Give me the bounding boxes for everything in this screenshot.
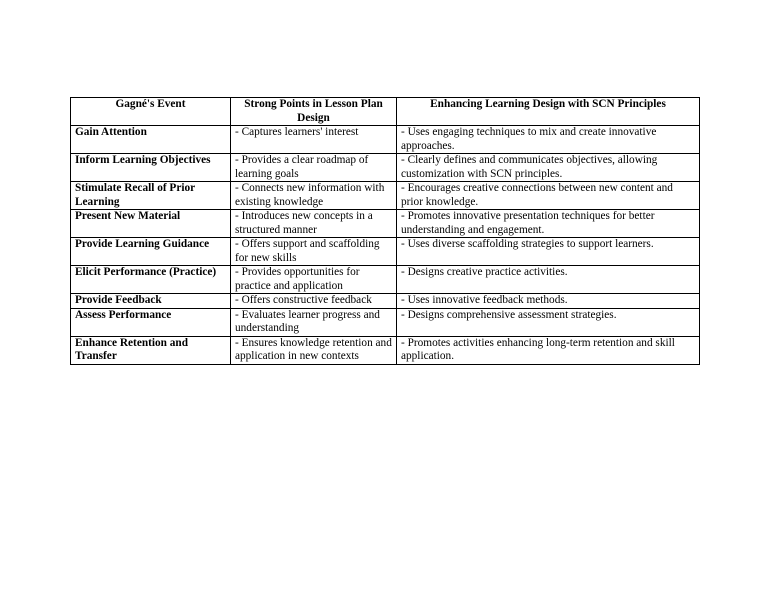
strong-points-cell: - Ensures knowledge retention and application in new contexts — [231, 336, 397, 364]
table-row — [71, 210, 700, 238]
scn-principles-cell: - Designs creative practice activities. — [397, 266, 700, 294]
strong-points-cell: - Introduces new concepts in a structured manner — [231, 210, 397, 238]
event-cell: Present New Material — [71, 210, 231, 238]
event-cell: Inform Learning Objectives — [71, 154, 231, 182]
event-cell: Provide Learning Guidance — [71, 238, 231, 266]
table-row — [71, 266, 700, 294]
scn-principles-cell: - Clearly defines and communicates objectives, allowing customization with SCN principles. — [397, 154, 700, 182]
table-row — [71, 238, 700, 266]
strong-points-cell: - Provides a clear roadmap of learning goals — [231, 154, 397, 182]
table-row — [71, 154, 700, 182]
scn-principles-cell: - Designs comprehensive assessment strategies. — [397, 308, 700, 336]
table-row — [71, 182, 700, 210]
event-cell: Enhance Retention and Transfer — [71, 336, 231, 364]
table-row — [71, 294, 700, 309]
scn-principles-cell: - Uses diverse scaffolding strategies to support learners. — [397, 238, 700, 266]
scn-principles-cell: - Promotes activities enhancing long-term retention and skill application. — [397, 336, 700, 364]
scn-principles-cell: - Uses engaging techniques to mix and create innovative approaches. — [397, 126, 700, 154]
table-row — [71, 336, 700, 364]
strong-points-cell: - Offers support and scaffolding for new skills — [231, 238, 397, 266]
event-cell: Assess Performance — [71, 308, 231, 336]
header-strong-points: Strong Points in Lesson Plan Design — [231, 98, 397, 126]
table-header-row — [71, 98, 700, 126]
strong-points-cell: - Provides opportunities for practice and application — [231, 266, 397, 294]
strong-points-cell: - Evaluates learner progress and understanding — [231, 308, 397, 336]
scn-principles-cell: - Uses innovative feedback methods. — [397, 294, 700, 309]
event-cell: Stimulate Recall of Prior Learning — [71, 182, 231, 210]
scn-principles-cell: - Promotes innovative presentation techniques for better understanding and engagement. — [397, 210, 700, 238]
table-row — [71, 308, 700, 336]
strong-points-cell: - Offers constructive feedback — [231, 294, 397, 309]
scn-principles-cell: - Encourages creative connections between new content and prior knowledge. — [397, 182, 700, 210]
strong-points-cell: - Connects new information with existing knowledge — [231, 182, 397, 210]
strong-points-cell: - Captures learners' interest — [231, 126, 397, 154]
table-row — [71, 126, 700, 154]
event-cell: Gain Attention — [71, 126, 231, 154]
header-gagne-event: Gagné's Event — [71, 98, 231, 126]
header-scn-principles: Enhancing Learning Design with SCN Principles — [397, 98, 700, 126]
event-cell: Elicit Performance (Practice) — [71, 266, 231, 294]
event-cell: Provide Feedback — [71, 294, 231, 309]
gagne-events-table — [70, 97, 700, 365]
